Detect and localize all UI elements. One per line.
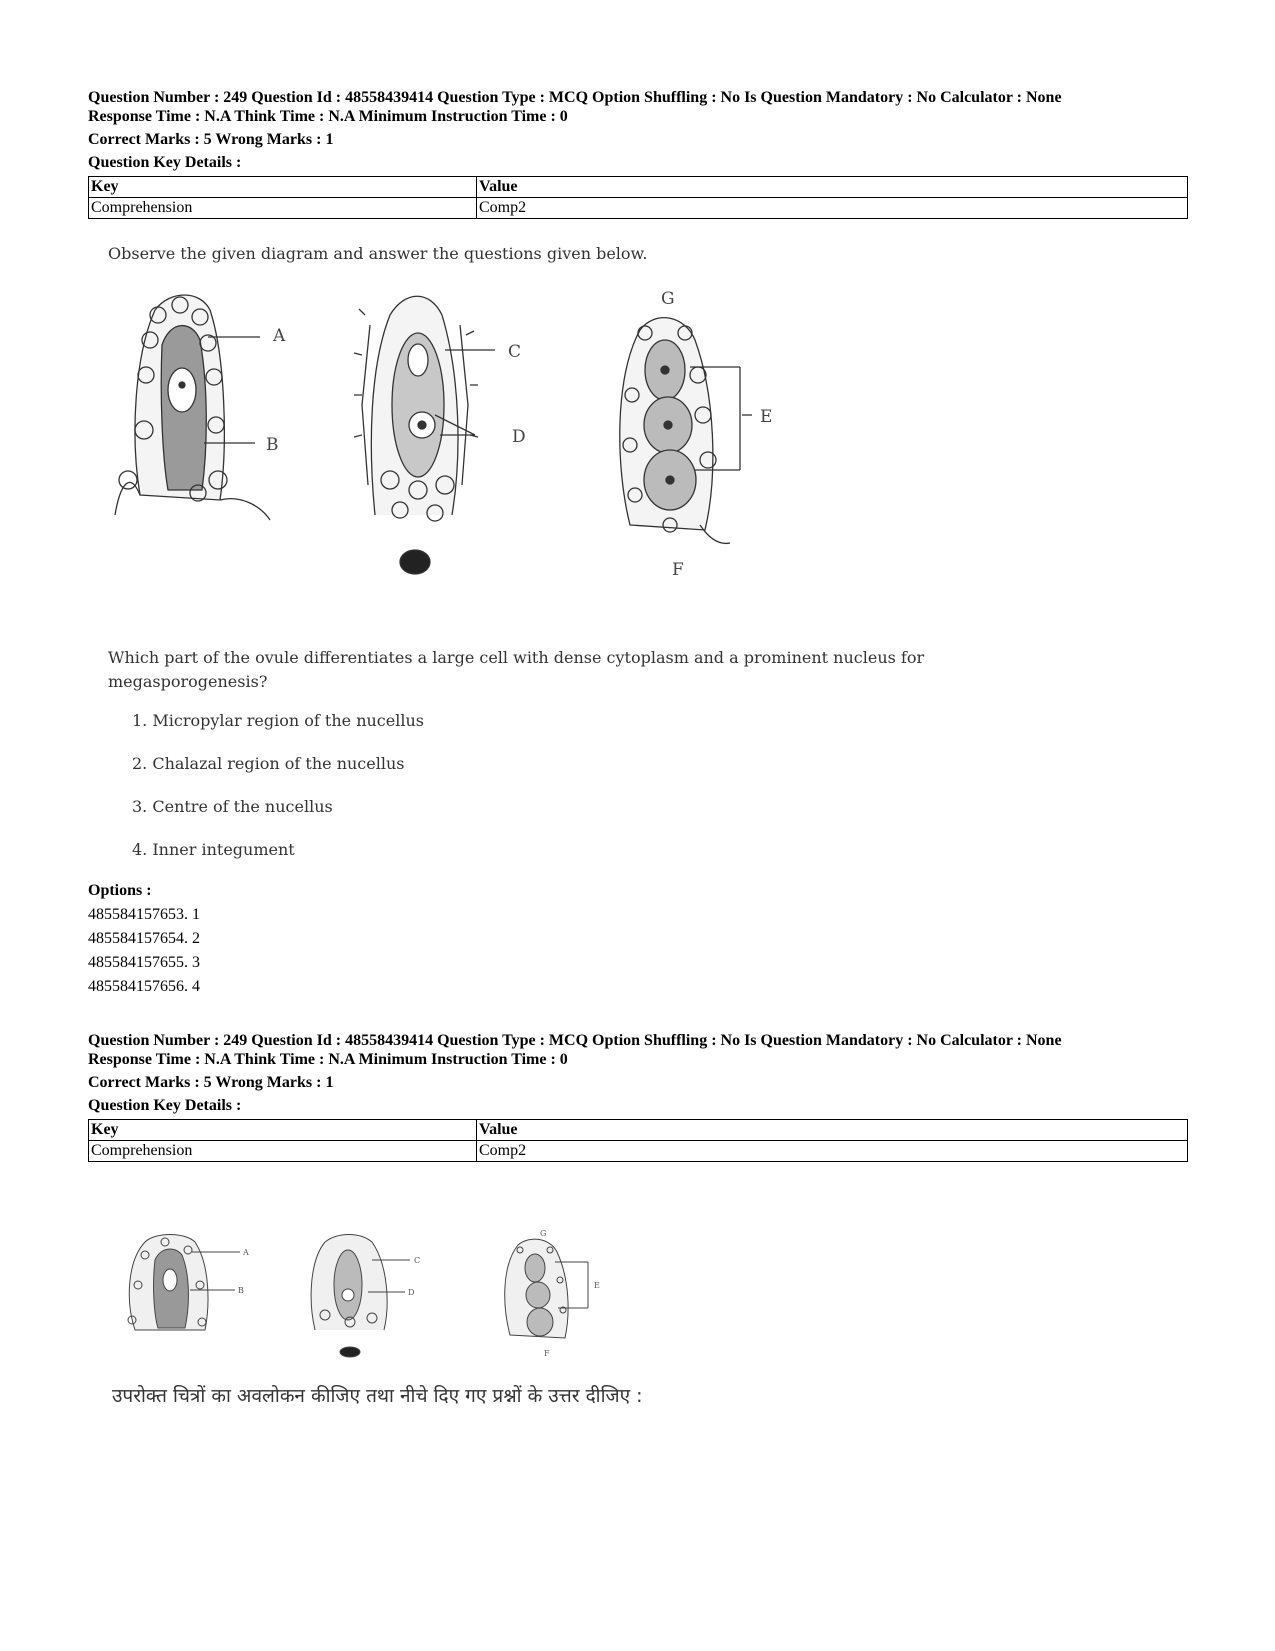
hindi-instruction-text: उपरोक्त चित्रों का अवलोकन कीजिए तथा नीचे दिए गए प्रश्नों के उत्तर दीजिए :: [112, 1385, 643, 1407]
question-meta-line1: Question Number : 249 Question Id : 48558439414 Question Type : MCQ Option Shuffling : No Is Question Mandatory : No Calculator : None: [88, 89, 1062, 106]
diagram-label-c: C: [508, 342, 522, 362]
diagram-small-label-a: A: [243, 1248, 249, 1257]
question-meta-line2: Response Time : N.A Think Time : N.A Minimum Instruction Time : 0: [88, 1051, 568, 1068]
table-cell-value: Comp2: [477, 198, 1188, 219]
table-header-key: Key: [89, 177, 477, 198]
diagram-small-figure-1: [128, 1235, 240, 1331]
marks-line: Correct Marks : 5 Wrong Marks : 1: [88, 1074, 334, 1091]
option-item-4: 485584157656. 4: [88, 978, 200, 995]
diagram-small-label-f: F: [544, 1349, 550, 1358]
ovule-diagram: [100, 285, 820, 595]
table-cell-key: Comprehension: [89, 198, 477, 219]
option-item-3: 485584157655. 3: [88, 954, 200, 971]
question-text-line2: megasporogenesis?: [108, 672, 268, 691]
key-details-label: Question Key Details :: [88, 154, 242, 171]
choice-2: 2. Chalazal region of the nucellus: [132, 754, 405, 773]
table-header-value: Value: [477, 1120, 1188, 1141]
diagram-label-a: A: [273, 326, 286, 346]
marks-line: Correct Marks : 5 Wrong Marks : 1: [88, 131, 334, 148]
key-details-label: Question Key Details :: [88, 1097, 242, 1114]
diagram-figure-2: [354, 296, 495, 574]
table-row: [89, 1141, 1188, 1162]
table-row: [89, 198, 1188, 219]
diagram-small-label-g: G: [540, 1230, 547, 1238]
table-header-row: [89, 177, 1188, 198]
question-meta-line2: Response Time : N.A Think Time : N.A Minimum Instruction Time : 0: [88, 108, 568, 125]
diagram-small-figure-2: [311, 1235, 410, 1358]
diagram-small-label-b: B: [238, 1286, 244, 1295]
diagram-figure-1: [115, 295, 270, 520]
option-item-1: 485584157653. 1: [88, 906, 200, 923]
diagram-label-b: B: [266, 435, 279, 455]
options-list: [88, 879, 1188, 999]
diagram-small-figure-3: [505, 1239, 588, 1338]
key-details-table: [88, 176, 1188, 219]
diagram-label-g: G: [661, 289, 675, 309]
key-details-table: [88, 1119, 1188, 1162]
diagram-label-f: F: [672, 560, 684, 580]
options-label: Options :: [88, 882, 152, 899]
option-item-2: 485584157654. 2: [88, 930, 200, 947]
table-header-key: Key: [89, 1120, 477, 1141]
choice-4: 4. Inner integument: [132, 840, 295, 859]
diagram-small-label-c: C: [414, 1256, 421, 1265]
question-2-header: [88, 1031, 1188, 1162]
diagram-figure-3: [620, 318, 752, 544]
table-cell-value: Comp2: [477, 1141, 1188, 1162]
ovule-diagram-small: [110, 1230, 670, 1360]
table-header-value: Value: [477, 177, 1188, 198]
table-cell-key: Comprehension: [89, 1141, 477, 1162]
diagram-small-label-e: E: [594, 1281, 600, 1290]
choice-1: 1. Micropylar region of the nucellus: [132, 711, 424, 730]
diagram-small-label-d: D: [408, 1288, 415, 1297]
question-text: [108, 646, 928, 694]
choice-3: 3. Centre of the nucellus: [132, 797, 333, 816]
question-text-line1: Which part of the ovule differentiates a large cell with dense cytoplasm and a prominent nucleus for: [108, 648, 925, 667]
diagram-label-d: D: [512, 427, 526, 447]
question-1-header: [88, 88, 1188, 219]
instruction-text: Observe the given diagram and answer the questions given below.: [108, 244, 648, 263]
question-meta-line1: Question Number : 249 Question Id : 48558439414 Question Type : MCQ Option Shuffling : No Is Question Mandatory : No Calculator : None: [88, 1032, 1062, 1049]
table-header-row: [89, 1120, 1188, 1141]
diagram-label-e: E: [760, 407, 773, 427]
